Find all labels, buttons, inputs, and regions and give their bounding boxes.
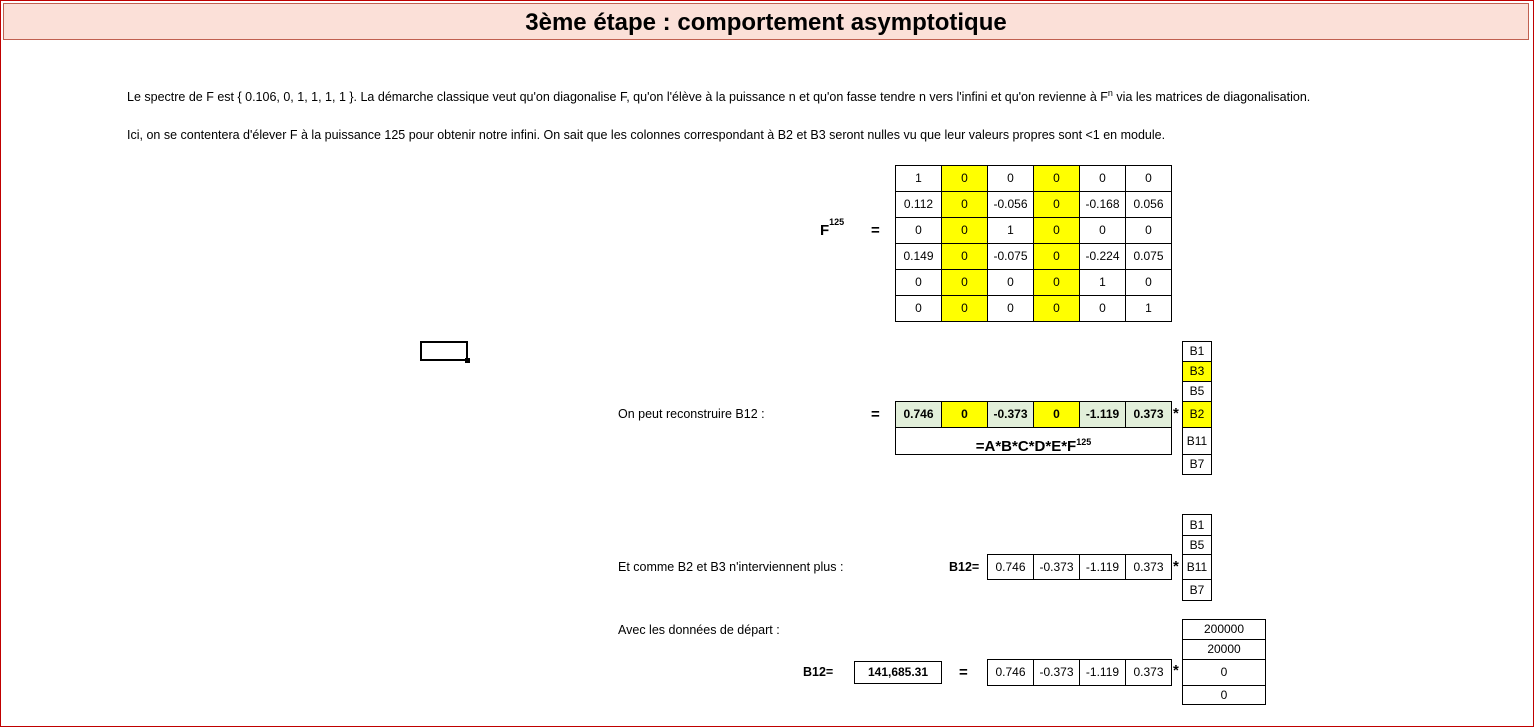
reconstruct-cell[interactable]: -1.119 [1079, 401, 1126, 428]
matrix-cell[interactable]: -0.075 [987, 243, 1034, 270]
matrix-cell[interactable]: 0 [941, 191, 988, 218]
start-vector-cell[interactable]: 0 [1182, 659, 1266, 686]
matrix-cell[interactable]: -0.056 [987, 191, 1034, 218]
selected-cell[interactable] [420, 341, 468, 361]
reduced-cell[interactable]: 0.746 [987, 554, 1034, 580]
matrix-cell[interactable]: 0 [987, 269, 1034, 296]
reconstruct-cell[interactable]: 0.746 [895, 401, 942, 428]
reconstruct-cell[interactable]: 0 [1033, 401, 1080, 428]
reconstruct-cell[interactable]: -0.373 [987, 401, 1034, 428]
paragraph-spectre [127, 88, 1310, 104]
matrix-cell[interactable]: 1 [895, 165, 942, 192]
matrix-cell[interactable]: 0 [1033, 243, 1080, 270]
paragraph-infini: Ici, on se contentera d'élever F à la puissance 125 pour obtenir notre infini. On sait que les colonnes correspondant à B2 et B3 seront nulles vu que leur valeurs propres sont <1 en module. [127, 128, 1166, 142]
matrix-cell[interactable]: 0 [941, 165, 988, 192]
start-vector-cell[interactable]: 200000 [1182, 619, 1266, 640]
matrix-cell[interactable]: 1 [1125, 295, 1172, 322]
matrix-cell[interactable]: 0 [987, 295, 1034, 322]
matrix-cell[interactable]: 0 [895, 295, 942, 322]
matrix-cell[interactable]: 0 [987, 165, 1034, 192]
paragraph-spectre-sup: n [1107, 88, 1113, 98]
matrix-cell[interactable]: 0 [1125, 217, 1172, 244]
start-vector-cell[interactable]: 20000 [1182, 639, 1266, 660]
reduced-mult: * [1173, 558, 1179, 575]
formula-text: =A*B*C*D*E*F [975, 438, 1077, 455]
reduced-cell[interactable]: -1.119 [1079, 554, 1126, 580]
matrix-cell[interactable]: 0 [1033, 269, 1080, 296]
vector-cell[interactable]: B5 [1182, 381, 1212, 402]
matrix-cell[interactable]: 0 [941, 243, 988, 270]
matrix-cell[interactable]: 0 [941, 217, 988, 244]
matrix-cell[interactable]: 1 [987, 217, 1034, 244]
matrix-cell[interactable]: 0 [1125, 269, 1172, 296]
vector-cell[interactable]: B11 [1182, 554, 1212, 580]
reconstruct-equals: = [871, 406, 880, 423]
matrix-cell[interactable]: 0.075 [1125, 243, 1172, 270]
start-mult: * [1173, 662, 1179, 679]
matrix-label-letter: F [820, 222, 830, 239]
start-cell[interactable]: -1.119 [1079, 659, 1126, 686]
start-data-label: Avec les données de départ : [618, 623, 780, 637]
reduced-label: Et comme B2 et B3 n'interviennent plus : [618, 560, 844, 574]
vector-cell[interactable]: B1 [1182, 514, 1212, 536]
matrix-cell[interactable]: 0 [895, 217, 942, 244]
reconstruct-mult: * [1173, 405, 1179, 422]
matrix-cell[interactable]: 0 [1079, 295, 1126, 322]
matrix-equals: = [871, 222, 880, 239]
reconstruct-label: On peut reconstruire B12 : [618, 407, 765, 421]
reduced-b12-label: B12= [949, 560, 980, 574]
matrix-cell[interactable]: 0 [1033, 191, 1080, 218]
start-cell[interactable]: -0.373 [1033, 659, 1080, 686]
start-cell[interactable]: 0.746 [987, 659, 1034, 686]
matrix-cell[interactable]: 0.056 [1125, 191, 1172, 218]
page-title: 3ème étape : comportement asymptotique [3, 3, 1529, 40]
vector-cell[interactable]: B11 [1182, 427, 1212, 455]
matrix-cell[interactable]: 0 [1079, 217, 1126, 244]
matrix-cell[interactable]: 0 [941, 295, 988, 322]
formula-cell[interactable] [895, 427, 1172, 455]
start-b12-label: B12= [803, 665, 834, 679]
matrix-cell[interactable]: 0 [1033, 295, 1080, 322]
matrix-label [820, 217, 845, 239]
reconstruct-cell[interactable]: 0.373 [1125, 401, 1172, 428]
reduced-cell[interactable]: 0.373 [1125, 554, 1172, 580]
paragraph-spectre-end: via les matrices de diagonalisation. [1112, 90, 1311, 105]
matrix-cell[interactable]: 0 [1033, 165, 1080, 192]
vector-cell[interactable]: B1 [1182, 341, 1212, 362]
formula-exponent: 125 [1076, 437, 1092, 447]
vector-cell[interactable]: B5 [1182, 535, 1212, 555]
matrix-cell[interactable]: 0 [1125, 165, 1172, 192]
result-cell[interactable]: 141,685.31 [854, 661, 942, 684]
matrix-cell[interactable]: 0 [941, 269, 988, 296]
start-equals: = [959, 664, 968, 681]
matrix-cell[interactable]: 0.149 [895, 243, 942, 270]
reduced-cell[interactable]: -0.373 [1033, 554, 1080, 580]
reconstruct-cell[interactable]: 0 [941, 401, 988, 428]
matrix-cell[interactable]: -0.168 [1079, 191, 1126, 218]
matrix-cell[interactable]: 0.112 [895, 191, 942, 218]
paragraph-spectre-text: Le spectre de F est { 0.106, 0, 1, 1, 1, 1 }. La démarche classique veut qu'on diagonalise F, qu'on l'élève à la puissance n et qu'on fasse tendre n vers l'infini et qu'on revienne à F [127, 90, 1108, 105]
matrix-cell[interactable]: 0 [1079, 165, 1126, 192]
vector-cell[interactable]: B7 [1182, 454, 1212, 475]
vector-cell[interactable]: B2 [1182, 401, 1212, 428]
vector-cell[interactable]: B7 [1182, 579, 1212, 601]
start-cell[interactable]: 0.373 [1125, 659, 1172, 686]
matrix-cell[interactable]: -0.224 [1079, 243, 1126, 270]
start-vector-cell[interactable]: 0 [1182, 685, 1266, 705]
matrix-cell[interactable]: 1 [1079, 269, 1126, 296]
matrix-cell[interactable]: 0 [895, 269, 942, 296]
matrix-cell[interactable]: 0 [1033, 217, 1080, 244]
vector-cell[interactable]: B3 [1182, 361, 1212, 382]
matrix-label-exponent: 125 [829, 217, 845, 227]
